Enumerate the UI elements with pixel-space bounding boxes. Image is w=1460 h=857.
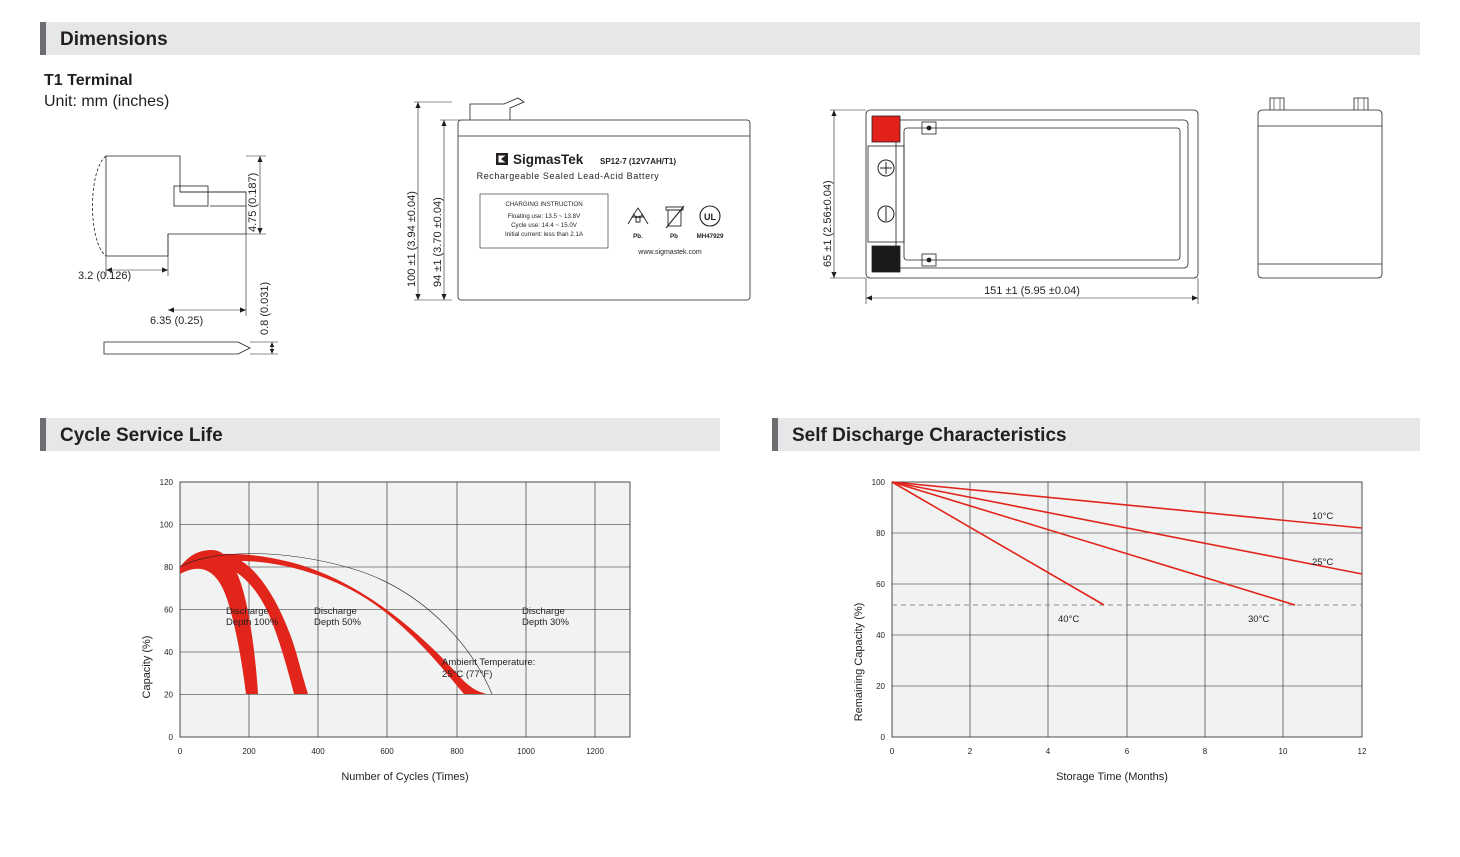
- dim-terminal-thickness: 0.8 (0.031): [259, 281, 271, 335]
- dim-terminal-height: 4.75 (0.187): [247, 172, 259, 232]
- dim-terminal-width-large: 6.35 (0.25): [150, 315, 204, 327]
- svg-text:60: 60: [164, 605, 173, 615]
- charging-instruction-title: CHARGING INSTRUCTION: [505, 201, 583, 208]
- annotation-dod-100-line2: Depth 100%: [226, 617, 279, 628]
- svg-text:2: 2: [967, 747, 973, 756]
- svg-text:6: 6: [1124, 747, 1130, 756]
- dim-battery-overall-height: 100 ±1 (3.94 ±0.04): [406, 191, 418, 287]
- svg-text:60: 60: [876, 580, 885, 589]
- cycle-chart-xlabel: Number of Cycles (Times): [341, 771, 469, 783]
- svg-text:12: 12: [1357, 747, 1367, 756]
- legend-label-25c: 25°C: [1312, 557, 1334, 568]
- svg-text:40: 40: [164, 648, 173, 657]
- svg-text:80: 80: [876, 529, 885, 538]
- dim-battery-case-height: 94 ±1 (3.70 ±0.04): [432, 197, 444, 287]
- cycle-chart-ylabel: Capacity (%): [141, 635, 153, 699]
- self-chart-ylabel: Remaining Capacity (%): [853, 602, 865, 722]
- ul-icon: [700, 206, 720, 226]
- legend-label-10c: 10°C: [1312, 511, 1334, 522]
- annotation-dod-50-line1: Discharge: [314, 606, 357, 617]
- charging-instruction-line2: Cycle use: 14.4 ~ 15.0V: [511, 222, 577, 229]
- svg-text:100: 100: [159, 520, 173, 530]
- battery-front-view: [400, 82, 780, 332]
- svg-text:1000: 1000: [517, 747, 535, 756]
- charging-instruction-line1: Floating use: 13.5 ~ 13.8V: [507, 213, 581, 220]
- annotation-dod-50-line2: Depth 50%: [314, 617, 362, 628]
- svg-text:100: 100: [871, 478, 885, 487]
- mark-recycle-label: Pb.: [633, 233, 643, 240]
- svg-text:4: 4: [1045, 747, 1051, 756]
- t1-terminal-title: T1 Terminal: [44, 72, 133, 89]
- svg-text:600: 600: [380, 747, 394, 756]
- negative-terminal-icon: [878, 206, 894, 222]
- battery-side-view: [1240, 82, 1410, 332]
- dim-battery-length: 151 ±1 (5.95 ±0.04): [984, 285, 1080, 297]
- svg-text:0: 0: [880, 733, 885, 742]
- svg-text:120: 120: [159, 478, 173, 487]
- svg-text:80: 80: [164, 563, 173, 572]
- self-chart-xlabel: Storage Time (Months): [1056, 771, 1168, 783]
- svg-text:0: 0: [177, 747, 183, 756]
- legend-label-40c: 40°C: [1058, 614, 1080, 625]
- svg-text:1200: 1200: [586, 747, 604, 756]
- section-header-dimensions: Dimensions: [40, 22, 1420, 55]
- svg-text:0: 0: [168, 733, 173, 742]
- battery-brand: SigmasTek: [513, 152, 584, 167]
- annotation-ambient-line2: 25°C (77°F): [442, 669, 493, 680]
- battery-website: www.sigmastek.com: [638, 249, 702, 256]
- svg-text:UL: UL: [704, 212, 716, 222]
- mark-ul-number: MH47929: [696, 233, 724, 240]
- t1-terminal-unit: Unit: mm (inches): [44, 93, 170, 110]
- section-header-self-discharge: Self Discharge Characteristics: [772, 418, 1420, 451]
- svg-text:400: 400: [311, 747, 325, 756]
- battery-top-view: [810, 82, 1230, 332]
- charging-instruction-line3: Initial current: less than 2.1A: [504, 231, 584, 238]
- mark-pb-label: Pb: [670, 233, 678, 240]
- legend-label-30c: 30°C: [1248, 614, 1270, 625]
- svg-text:8: 8: [1202, 747, 1208, 756]
- dim-battery-width: 65 ±1 (2.56±0.04): [822, 180, 834, 267]
- recycle-icon: [628, 208, 648, 224]
- no-bin-icon: [666, 206, 684, 228]
- svg-text:800: 800: [450, 747, 464, 756]
- svg-text:10: 10: [1278, 747, 1288, 756]
- positive-terminal-icon: [878, 160, 894, 176]
- terminal-drawing: [60, 120, 360, 370]
- battery-model: SP12-7 (12V7AH/T1): [599, 157, 677, 166]
- svg-text:20: 20: [164, 690, 173, 700]
- annotation-dod-30-line1: Discharge: [522, 606, 565, 617]
- svg-text:200: 200: [242, 747, 256, 756]
- annotation-ambient-line1: Ambient Temperature:: [442, 657, 536, 668]
- svg-text:0: 0: [889, 747, 895, 756]
- svg-text:20: 20: [876, 682, 885, 691]
- dim-terminal-width-small: 3.2 (0.126): [78, 270, 132, 282]
- annotation-dod-30-line2: Depth 30%: [522, 617, 570, 628]
- cycle-service-life-chart: [40, 462, 720, 822]
- section-header-cycle-service-life: Cycle Service Life: [40, 418, 720, 451]
- svg-text:40: 40: [876, 631, 885, 640]
- self-discharge-chart: [772, 462, 1422, 822]
- battery-subtitle: Rechargeable Sealed Lead-Acid Battery: [476, 171, 660, 181]
- annotation-dod-100-line1: Discharge: [226, 606, 269, 617]
